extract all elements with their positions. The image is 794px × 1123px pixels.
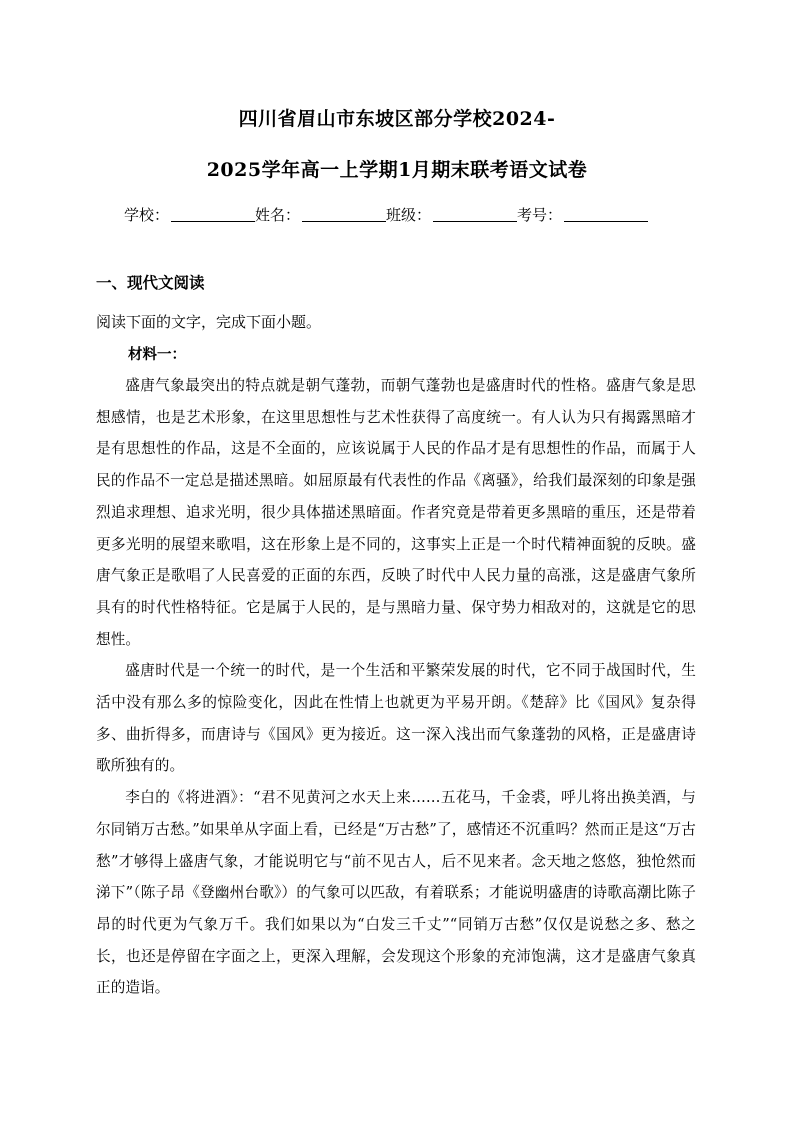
passage-paragraph: 盛唐气象最突出的特点就是朝气蓬勃，而朝气蓬勃也是盛唐时代的性格。盛唐气象是思想感情，也是艺术形象，在这里思想性与艺术性获得了高度统一。有人认为只有揭露黑暗才是有思想性的作品，这是不全面的，应该说属于人民的作品才是有思想性的作品，而属于人民的作品不一定总是描述黑暗。如屈原最有代表性的作品《离骚》，给我们最深刻的印象是强烈追求理想、追求光明，很少具体描述黑暗面。作者究竟是带着更多黑暗的重压，还是带着更多光明的展望来歌唱，这在形象上是不同的，这事实上正是一个时代精神面貌的反映。盛唐气象正是歌唱了人民喜爱的正面的东西，反映了时代中人民力量的高涨，这是盛唐气象所具有的时代性格特征。它是属于人民的，是与黑暗力量、保守势力相敌对的，这就是它的思想性。 xyxy=(96,377,696,648)
exam-number-label: 考号： xyxy=(517,206,563,224)
reading-instruction: 阅读下面的文字，完成下面小题。 xyxy=(96,313,322,331)
name-label: 姓名： xyxy=(255,206,301,224)
passage-body xyxy=(96,370,696,1004)
section-heading: 一、现代文阅读 xyxy=(96,274,205,292)
school-blank xyxy=(171,207,255,222)
exam-title-line-1: 四川省眉山市东坡区部分学校2024- xyxy=(238,108,556,130)
exam-number-blank xyxy=(564,207,648,222)
school-label: 学校： xyxy=(124,206,170,224)
class-label: 班级： xyxy=(386,206,432,224)
exam-title-line-2: 2025学年高一上学期1月期末联考语文试卷 xyxy=(206,159,588,181)
passage-paragraph: 盛唐时代是一个统一的时代，是一个生活和平繁荣发展的时代，它不同于战国时代，生活中没有那么多的惊险变化，因此在性情上也就更为平易开朗。《楚辞》比《国风》复杂得多、曲折得多，而唐诗与《国风》更为接近。这一深入浅出而气象蓬勃的风格，正是盛唐诗歌所独有的。 xyxy=(96,662,696,775)
name-blank xyxy=(302,207,386,222)
student-info-row xyxy=(124,204,684,225)
material-label: 材料一： xyxy=(128,346,186,363)
class-blank xyxy=(433,207,517,222)
passage-paragraph: 李白的《将进酒》：“君不见黄河之水天上来……五花马，千金裘，呼儿将出换美酒，与尔同销万古愁。”如果单从字面上看，已经是“万古愁”了，感情还不沉重吗？然而正是这“万古愁”才够得上盛唐气象，才能说明它与“前不见古人，后不见来者。念天地之悠悠，独怆然而涕下”（陈子昂《登幽州台歌》）的气象可以匹敌，有着联系；才能说明盛唐的诗歌高潮比陈子昂的时代更为气象万千。我们如果以为“白发三千丈”“同销万古愁”仅仅是说愁之多、愁之长，也还是停留在字面之上，更深入理解，会发现这个形象的充沛饱满，这才是盛唐气象真正的造诣。 xyxy=(96,789,696,997)
